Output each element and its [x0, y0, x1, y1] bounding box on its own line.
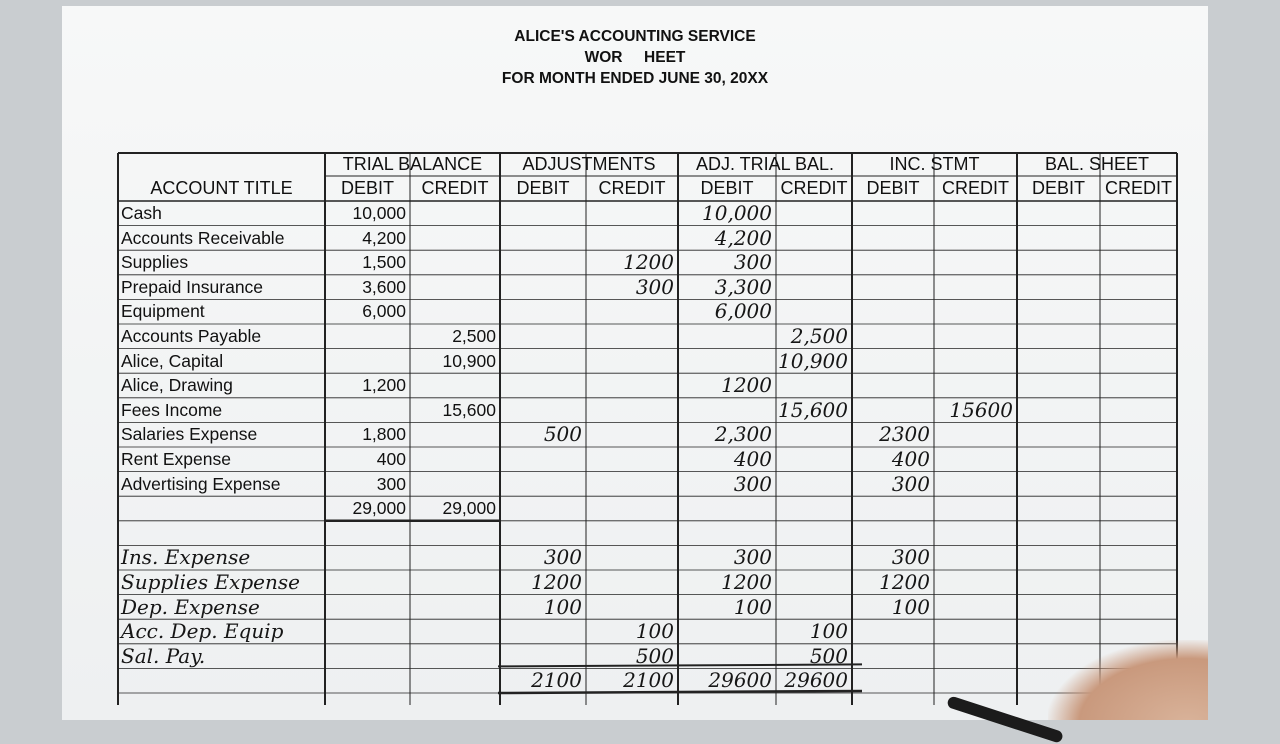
- amount-tb-cr: [410, 619, 500, 644]
- amount-atb-dr: [678, 349, 776, 374]
- amount-tb-cr: [410, 422, 500, 447]
- document-title: WOR HEET: [584, 49, 686, 66]
- account-title-header: ACCOUNT TITLE: [150, 178, 293, 198]
- amount-tb-dr: 1,800: [362, 424, 406, 445]
- column-subheader: CREDIT: [942, 178, 1009, 198]
- account-title: Salaries Expense: [121, 424, 258, 445]
- amount-atb-cr: [776, 472, 852, 497]
- amount-adj-dr: [500, 201, 586, 226]
- amount-is-dr: [852, 324, 934, 349]
- amount-atb-dr: 29600: [708, 668, 772, 693]
- amount-is-cr: [934, 545, 1017, 570]
- amount-tb-cr: 29,000: [442, 498, 496, 519]
- amount-tb-dr: [325, 570, 410, 595]
- amount-atb-dr: 400: [733, 447, 772, 471]
- amount-adj-dr: [500, 447, 586, 472]
- amount-atb-dr: 3,300: [714, 274, 772, 299]
- amount-adj-cr: [586, 373, 678, 398]
- amount-adj-cr: [586, 570, 678, 595]
- amount-adj-dr: [500, 496, 586, 521]
- amount-adj-cr: [586, 226, 678, 251]
- amount-tb-cr: [410, 201, 500, 226]
- amount-adj-dr: [500, 619, 586, 644]
- amount-is-cr: [934, 472, 1017, 497]
- amount-is-cr: [934, 644, 1017, 669]
- amount-tb-cr: [410, 250, 500, 275]
- amount-atb-dr: 1200: [721, 373, 772, 398]
- amount-adj-dr: [500, 299, 586, 324]
- amount-adj-dr: [500, 250, 586, 275]
- amount-atb-cr: [776, 447, 852, 472]
- amount-atb-cr: 2,500: [790, 324, 848, 348]
- amount-atb-dr: 300: [733, 471, 772, 496]
- amount-is-cr: [934, 521, 1017, 546]
- amount-adj-dr: 500: [543, 422, 582, 447]
- amount-adj-cr: [586, 595, 678, 620]
- amount-atb-dr: [678, 619, 776, 644]
- account-title: Ins. Expense: [121, 545, 251, 570]
- amount-atb-dr: 2,300: [714, 422, 772, 447]
- amount-is-dr: 300: [891, 545, 930, 570]
- amount-is-cr: [934, 373, 1017, 398]
- amount-is-cr: [934, 201, 1017, 226]
- amount-atb-dr: 6,000: [714, 299, 772, 324]
- amount-adj-dr: [500, 521, 586, 546]
- amount-atb-cr: 10,900: [778, 348, 848, 373]
- amount-atb-dr: [678, 496, 776, 521]
- amount-tb-dr: 300: [376, 473, 406, 494]
- amount-adj-cr: [586, 496, 678, 521]
- amount-is-dr: [852, 226, 934, 251]
- amount-is-dr: 100: [891, 594, 930, 619]
- amount-tb-cr: [410, 545, 500, 570]
- amount-adj-cr: [586, 201, 678, 226]
- account-title: Equipment: [121, 301, 205, 322]
- amount-tb-cr: 2,500: [452, 326, 496, 346]
- amount-atb-cr: [776, 299, 852, 324]
- account-title: Accounts Payable: [121, 326, 262, 346]
- amount-adj-cr: [586, 398, 678, 423]
- column-subheader: CREDIT: [421, 178, 489, 198]
- amount-tb-cr: [410, 275, 500, 300]
- amount-is-dr: [852, 619, 934, 644]
- amount-adj-dr: [500, 398, 586, 423]
- amount-tb-dr: [325, 668, 410, 693]
- amount-atb-dr: 300: [733, 250, 772, 275]
- amount-is-cr: [934, 496, 1017, 521]
- account-title: Accounts Receivable: [121, 227, 285, 248]
- amount-atb-cr: [776, 250, 852, 275]
- amount-is-cr: [934, 619, 1017, 644]
- amount-is-dr: [852, 349, 934, 374]
- amount-adj-dr: 2100: [531, 668, 582, 693]
- column-subheader: CREDIT: [780, 178, 848, 198]
- amount-atb-cr: [776, 373, 852, 398]
- amount-atb-dr: [678, 521, 776, 546]
- amount-adj-cr: 1200: [623, 250, 674, 275]
- account-title: [118, 521, 325, 546]
- amount-tb-dr: [325, 398, 410, 423]
- amount-is-dr: [852, 250, 934, 275]
- amount-tb-cr: [410, 472, 500, 497]
- amount-atb-dr: [678, 324, 776, 349]
- amount-is-cr: [934, 250, 1017, 275]
- amount-tb-cr: [410, 595, 500, 620]
- amount-tb-dr: [325, 324, 410, 349]
- amount-tb-cr: 10,900: [442, 350, 496, 371]
- account-title: Alice, Drawing: [121, 375, 233, 396]
- amount-adj-cr: [586, 545, 678, 570]
- amount-atb-dr: 10,000: [702, 201, 772, 225]
- amount-tb-dr: [325, 349, 410, 374]
- column-subheader: DEBIT: [700, 178, 754, 198]
- column-subheader: CREDIT: [598, 178, 666, 198]
- period-line: FOR MONTH ENDED JUNE 30, 20XX: [501, 70, 769, 87]
- company-name: ALICE'S ACCOUNTING SERVICE: [514, 28, 756, 45]
- account-title: Supplies: [121, 252, 189, 273]
- amount-is-dr: [852, 299, 934, 324]
- amount-atb-cr: 15,600: [778, 397, 848, 422]
- hand-photo-element: [1048, 640, 1208, 720]
- amount-atb-cr: [776, 226, 852, 251]
- amount-tb-cr: 15,600: [442, 399, 496, 420]
- amount-is-dr: [852, 275, 934, 300]
- amount-is-dr: 1200: [879, 570, 930, 594]
- amount-tb-cr: [410, 373, 500, 398]
- amount-tb-dr: 10,000: [352, 203, 406, 223]
- amount-adj-cr: [586, 521, 678, 546]
- amount-atb-cr: [776, 201, 852, 226]
- amount-tb-dr: 3,600: [362, 276, 406, 297]
- amount-is-dr: 300: [891, 471, 930, 496]
- amount-atb-dr: [678, 398, 776, 423]
- amount-adj-cr: [586, 447, 678, 472]
- amount-tb-dr: [325, 619, 410, 644]
- amount-tb-cr: [410, 521, 500, 546]
- amount-atb-dr: 100: [733, 594, 772, 619]
- column-subheader: DEBIT: [516, 178, 570, 198]
- amount-is-cr: [934, 595, 1017, 620]
- amount-is-dr: [852, 668, 934, 693]
- account-title: Alice, Capital: [121, 350, 224, 371]
- amount-tb-dr: 1,500: [362, 252, 406, 273]
- amount-is-cr: [934, 570, 1017, 595]
- amount-tb-dr: 4,200: [362, 227, 406, 248]
- column-subheader: DEBIT: [866, 178, 920, 198]
- amount-tb-dr: 400: [376, 449, 406, 469]
- amount-tb-cr: [410, 447, 500, 472]
- amount-atb-cr: [776, 521, 852, 546]
- amount-atb-cr: [776, 570, 852, 595]
- amount-is-dr: [852, 644, 934, 669]
- amount-atb-cr: 100: [809, 619, 848, 644]
- amount-is-cr: [934, 447, 1017, 472]
- amount-adj-dr: 1200: [531, 570, 582, 594]
- amount-tb-cr: [410, 299, 500, 324]
- amount-adj-cr: [586, 422, 678, 447]
- amount-tb-dr: [325, 644, 410, 669]
- column-subheader: CREDIT: [1105, 178, 1172, 198]
- amount-is-cr: [934, 299, 1017, 324]
- account-title: Acc. Dep. Equip: [121, 619, 284, 644]
- amount-adj-dr: [500, 644, 586, 669]
- amount-tb-dr: [325, 521, 410, 546]
- amount-is-dr: [852, 496, 934, 521]
- amount-tb-cr: [410, 644, 500, 669]
- group-header: ADJ. TRIAL BAL.: [695, 154, 835, 174]
- account-title: Sal. Pay.: [121, 643, 206, 668]
- account-title: [118, 496, 325, 521]
- account-title: Prepaid Insurance: [121, 276, 264, 297]
- worksheet-paper: [62, 6, 1208, 720]
- amount-atb-cr: 500: [809, 643, 848, 668]
- account-title: Fees Income: [121, 399, 223, 420]
- amount-adj-dr: [500, 472, 586, 497]
- amount-is-dr: 400: [891, 447, 930, 471]
- amount-tb-cr: [410, 226, 500, 251]
- amount-tb-dr: 29,000: [352, 498, 406, 519]
- amount-is-dr: [852, 398, 934, 423]
- amount-is-cr: [934, 324, 1017, 349]
- group-header: BAL. SHEET: [1044, 154, 1150, 174]
- column-subheader: DEBIT: [1031, 178, 1085, 198]
- amount-adj-dr: [500, 275, 586, 300]
- amount-adj-dr: 100: [543, 594, 582, 619]
- amount-is-cr: 15600: [949, 397, 1013, 422]
- amount-atb-cr: [776, 595, 852, 620]
- account-title: Supplies Expense: [121, 570, 300, 594]
- amount-adj-cr: [586, 299, 678, 324]
- amount-tb-dr: [325, 595, 410, 620]
- amount-tb-cr: [410, 570, 500, 595]
- amount-is-dr: [852, 201, 934, 226]
- amount-atb-dr: 300: [733, 545, 772, 570]
- amount-adj-dr: 300: [543, 545, 582, 570]
- amount-atb-cr: [776, 275, 852, 300]
- amount-adj-dr: [500, 349, 586, 374]
- account-title: [118, 668, 325, 693]
- amount-is-cr: [934, 275, 1017, 300]
- account-title: Dep. Expense: [121, 594, 260, 619]
- amount-atb-dr: 1200: [721, 570, 772, 594]
- amount-is-dr: 2300: [879, 422, 930, 447]
- group-header: INC. STMT: [889, 154, 980, 174]
- amount-adj-dr: [500, 226, 586, 251]
- amount-tb-cr: [410, 668, 500, 693]
- amount-tb-dr: [325, 545, 410, 570]
- amount-adj-dr: [500, 324, 586, 349]
- amount-is-dr: [852, 373, 934, 398]
- amount-atb-cr: 29600: [784, 668, 848, 693]
- amount-is-cr: [934, 668, 1017, 693]
- account-title: Cash: [121, 203, 162, 223]
- group-header: ADJUSTMENTS: [522, 154, 656, 174]
- amount-is-cr: [934, 349, 1017, 374]
- column-subheader: DEBIT: [340, 178, 394, 198]
- amount-tb-dr: 6,000: [362, 301, 406, 322]
- amount-is-cr: [934, 226, 1017, 251]
- amount-atb-cr: [776, 545, 852, 570]
- amount-adj-cr: 2100: [623, 668, 674, 693]
- amount-is-cr: [934, 422, 1017, 447]
- amount-atb-cr: [776, 496, 852, 521]
- amount-adj-dr: [500, 373, 586, 398]
- amount-atb-dr: 4,200: [714, 225, 772, 250]
- amount-adj-cr: 500: [635, 643, 674, 668]
- amount-atb-dr: [678, 644, 776, 669]
- amount-adj-cr: 100: [635, 619, 674, 644]
- amount-is-dr: [852, 521, 934, 546]
- amount-tb-dr: 1,200: [362, 375, 406, 396]
- amount-adj-cr: [586, 349, 678, 374]
- amount-atb-cr: [776, 422, 852, 447]
- group-header: TRIAL BALANCE: [342, 154, 483, 174]
- amount-adj-cr: [586, 472, 678, 497]
- amount-adj-cr: [586, 324, 678, 349]
- account-title: Rent Expense: [121, 449, 231, 469]
- account-title: Advertising Expense: [121, 473, 281, 494]
- amount-adj-cr: 300: [635, 274, 674, 299]
